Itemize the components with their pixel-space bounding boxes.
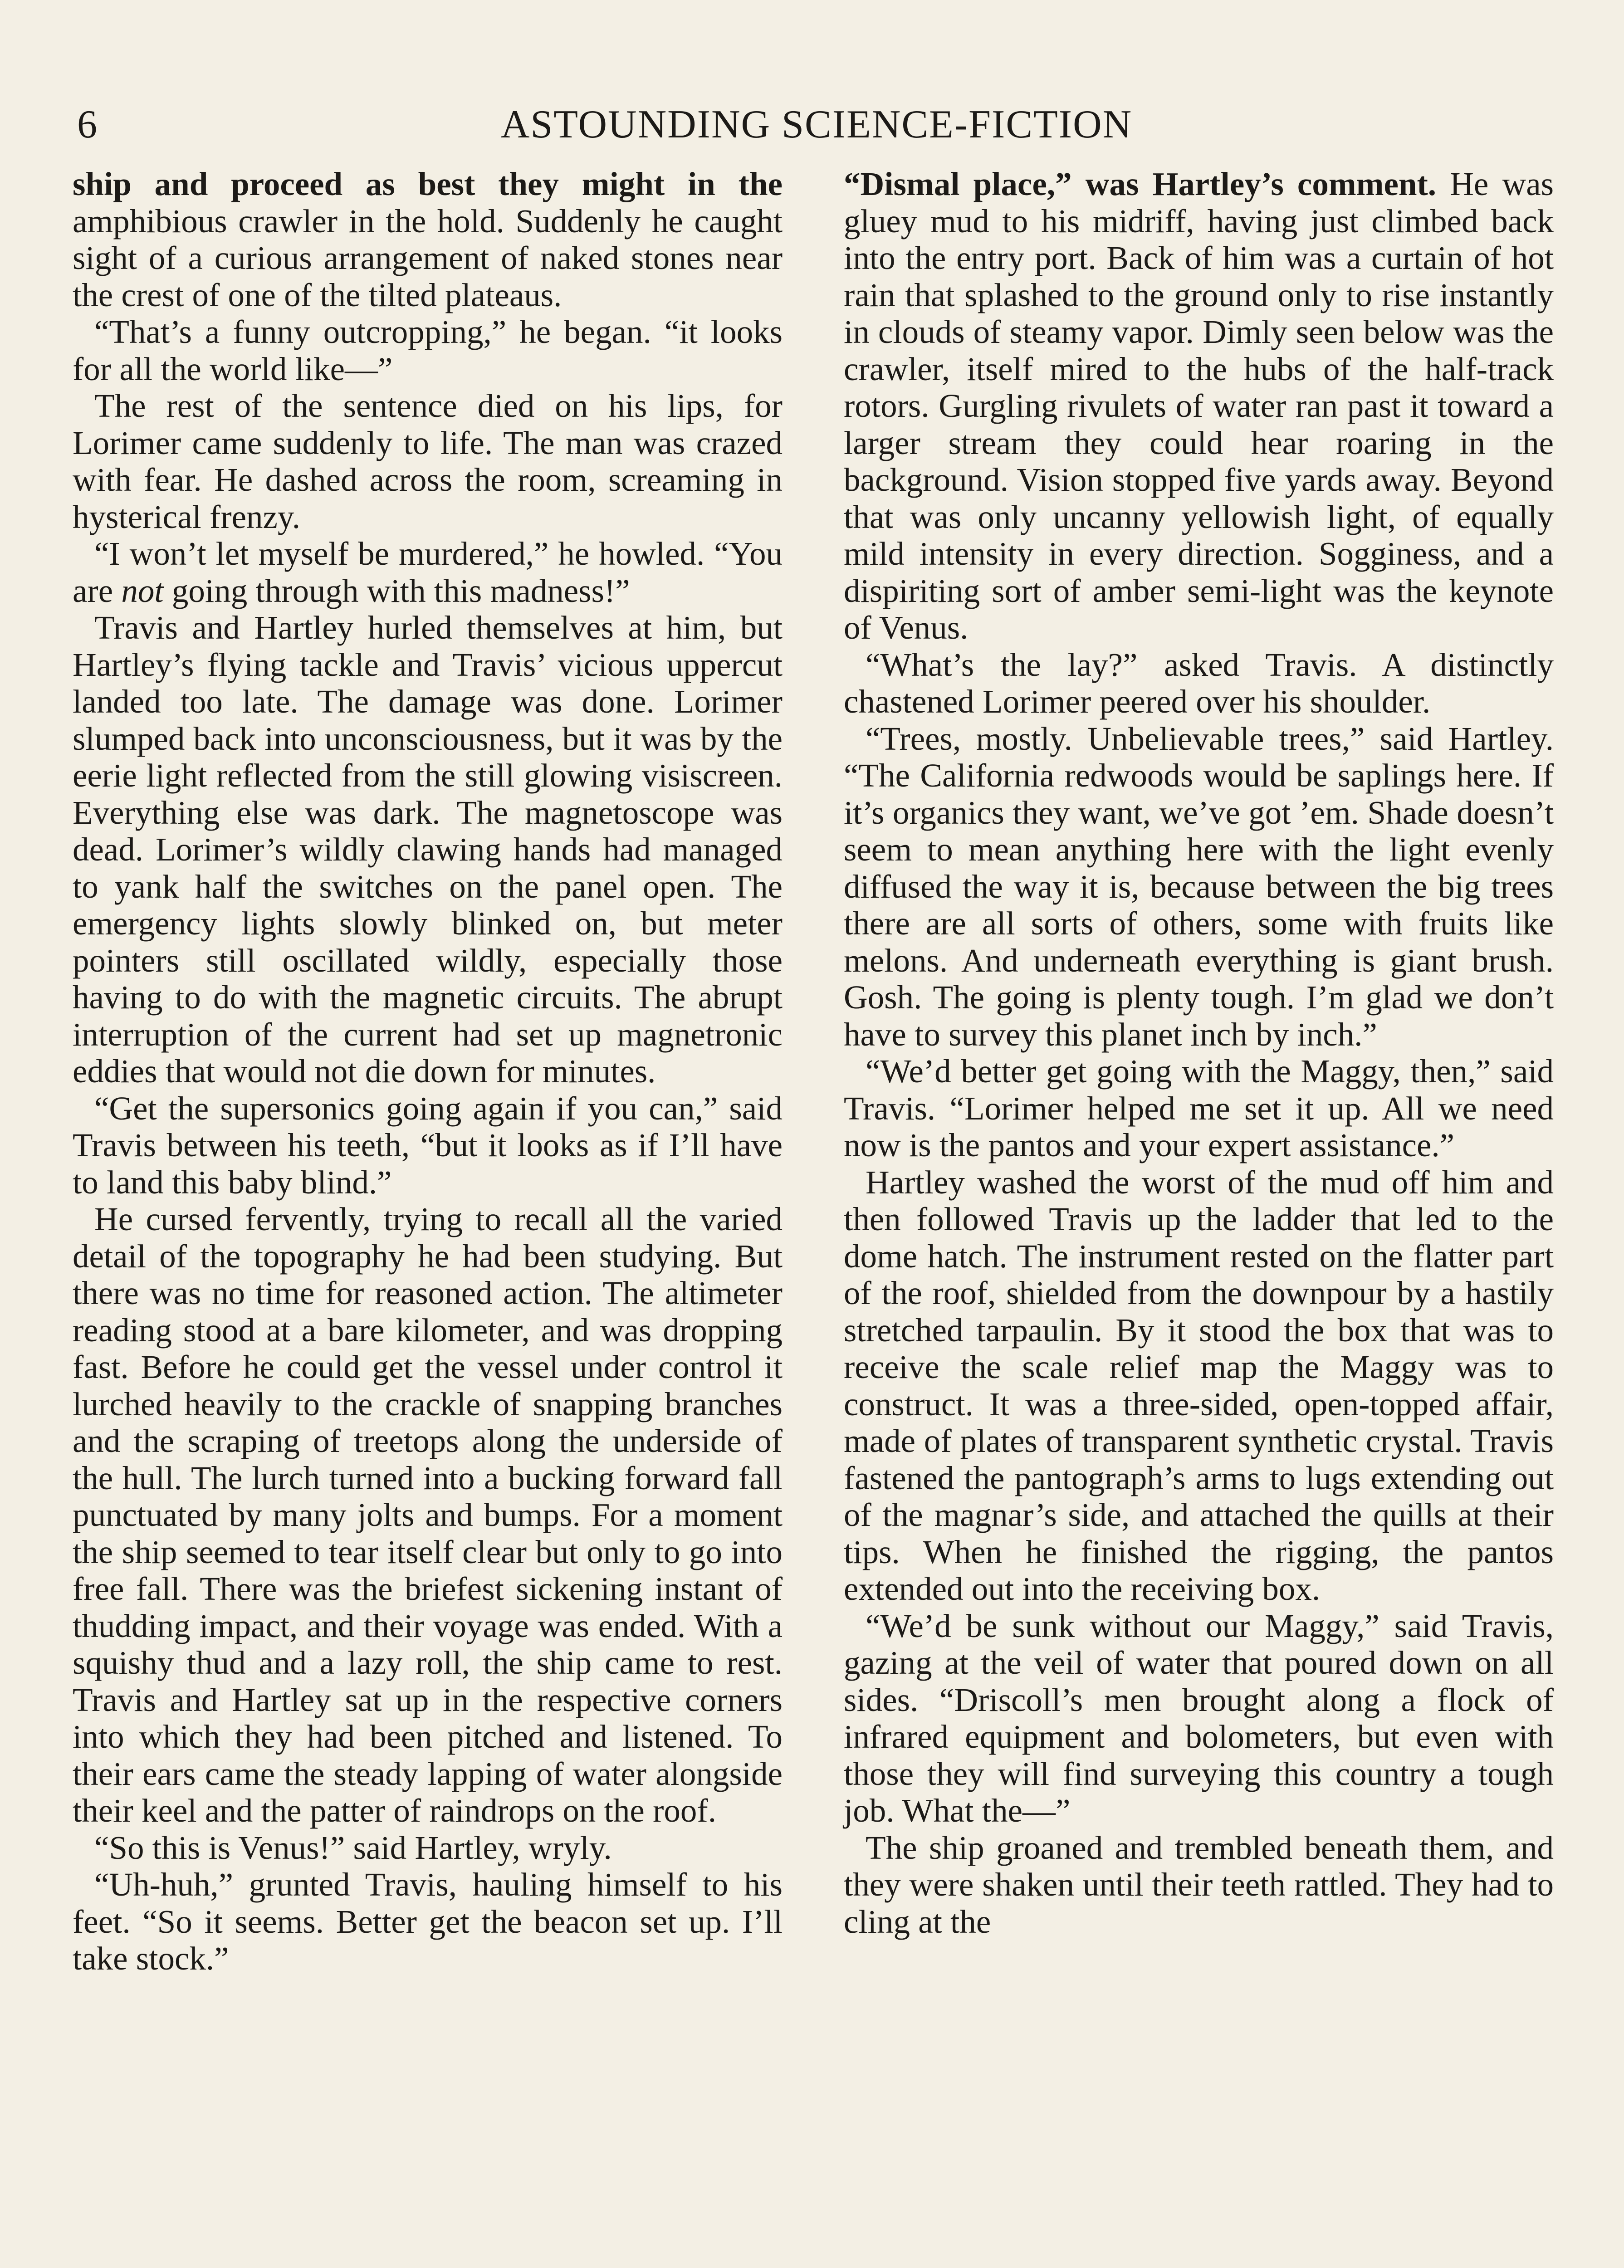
bold-lead: “Dismal place,” was Hartley’s comment. bbox=[844, 166, 1437, 202]
bold-lead: ship and proceed as best they might in the bbox=[73, 166, 783, 202]
paragraph: “We’d better get going with the Maggy, then,” said Travis. “Lorimer helped me set it up. All we need now is the pantos and your expert assistance.” bbox=[844, 1053, 1554, 1163]
left-column bbox=[73, 166, 783, 1977]
paragraph: “We’d be sunk without our Maggy,” said Travis, gazing at the veil of water that poured down on all sides. “Driscoll’s men brought along a flock of infrared equipment and bolometers, but even with those they will find surveying this country a tough job. What the—” bbox=[844, 1607, 1554, 1829]
paragraph: “So this is Venus!” said Hartley, wryly. bbox=[94, 1829, 612, 1866]
paragraph-rest: amphibious crawler in the hold. Suddenly he caught sight of a curious arrangement of naked stones near the crest of one of the tilted plateaus. bbox=[73, 202, 783, 313]
paragraph: “That’s a funny outcropping,” he began. “it looks for all the world like—” bbox=[73, 313, 783, 387]
paragraph: “What’s the lay?” asked Travis. A distinctly chastened Lorimer peered over his shoulder. bbox=[844, 646, 1554, 720]
paragraph bbox=[73, 166, 783, 313]
page-header bbox=[77, 98, 1556, 156]
paragraph: Hartley washed the worst of the mud off him and then followed Travis up the ladder that led to the dome hatch. The instrument rested on the flatter part of the roof, shielded from the downpour by a hastily stretched tarpaulin. By it stood the box that was to receive the scale relief map the Maggy was to construct. It was a three-sided, open-topped affair, made of plates of transparent synthetic crystal. Travis fastened the pantograph’s arms to lugs extending out of the magnar’s side, and attached the quills at their tips. When he finished the rigging, the pantos extended out into the receiving box. bbox=[844, 1163, 1554, 1607]
running-title: ASTOUNDING SCIENCE-FICTION bbox=[500, 103, 1133, 147]
paragraph bbox=[844, 166, 1554, 646]
paragraph: The ship groaned and trembled beneath them, and they were shaken until their teeth rattled. They had to cling at the bbox=[844, 1829, 1554, 1940]
right-column bbox=[844, 166, 1554, 1940]
paragraph: He cursed fervently, trying to recall all the varied detail of the topography he had been studying. But there was no time for reasoned action. The altimeter reading stood at a bare kilometer, and was dropping fast. Before he could get the vessel under control it lurched heavily to the crackle of snapping branches and the scraping of treetops along the underside of the hull. The lurch turned into a bucking forward fall punctuated by many jolts and bumps. For a moment the ship seemed to tear itself clear but only to go into free fall. There was the briefest sickening instant of thudding impact, and their voyage was ended. With a squishy thud and a lazy roll, the ship came to rest. Travis and Hartley sat up in the respective corners into which they had been pitched and listened. To their ears came the steady lapping of water alongside their keel and the patter of raindrops on the roof. bbox=[73, 1201, 783, 1829]
paragraph-rest: He was gluey mud to his midriff, having just climbed back into the entry port. Back of him was a curtain of hot rain that splashed to the ground only to rise instantly in clouds of steamy vapor. Dimly seen below was the crawler, itself mired to the hubs of the half-track rotors. Gurgling rivulets of water ran past it toward a larger stream they could hear roaring in the background. Vision stopped five yards away. Beyond that was only uncanny yellowish light, of equally mild intensity in every direction. Sogginess, and a dispiriting sort of amber semi-light was the keynote of Venus. bbox=[844, 166, 1554, 646]
page-number: 6 bbox=[77, 103, 97, 147]
paragraph: Travis and Hartley hurled themselves at him, but Hartley’s flying tackle and Travis’ vicious uppercut landed too late. The damage was done. Lorimer slumped back into unconsciousness, but it was by the eerie light reflected from the still glowing visiscreen. Everything else was dark. The magnetoscope was dead. Lorimer’s wildly clawing hands had managed to yank half the switches on the panel open. The emergency lights slowly blinked on, but meter pointers still oscillated wildly, especially those having to do with the magnetic circuits. The abrupt interruption of the current had set up magnetronic eddies that would not die down for minutes. bbox=[73, 609, 783, 1090]
paragraph: “Trees, mostly. Unbelievable trees,” said Hartley. “The California redwoods would be saplings here. If it’s organics they want, we’ve got ’em. Shade doesn’t seem to mean anything here with the light evenly diffused the way it is, because between the big trees there are all sorts of others, some with fruits like melons. And underneath everything is giant brush. Gosh. The going is plenty tough. I’m glad we don’t have to survey this planet inch by inch.” bbox=[844, 720, 1554, 1053]
paragraph: “Get the supersonics going again if you can,” said Travis between his teeth, “but it looks as if I’ll have to land this baby blind.” bbox=[73, 1090, 783, 1201]
paragraph: The rest of the sentence died on his lips, for Lorimer came suddenly to life. The man was crazed with fear. He dashed across the room, screaming in hysterical frenzy. bbox=[73, 387, 783, 535]
paragraph: “Uh-huh,” grunted Travis, hauling himself to his feet. “So it seems. Better get the beacon set up. I’ll take stock.” bbox=[73, 1866, 783, 1977]
paragraph: “I won’t let myself be murdered,” he howled. “You are not going through with this madness!” bbox=[73, 535, 783, 609]
